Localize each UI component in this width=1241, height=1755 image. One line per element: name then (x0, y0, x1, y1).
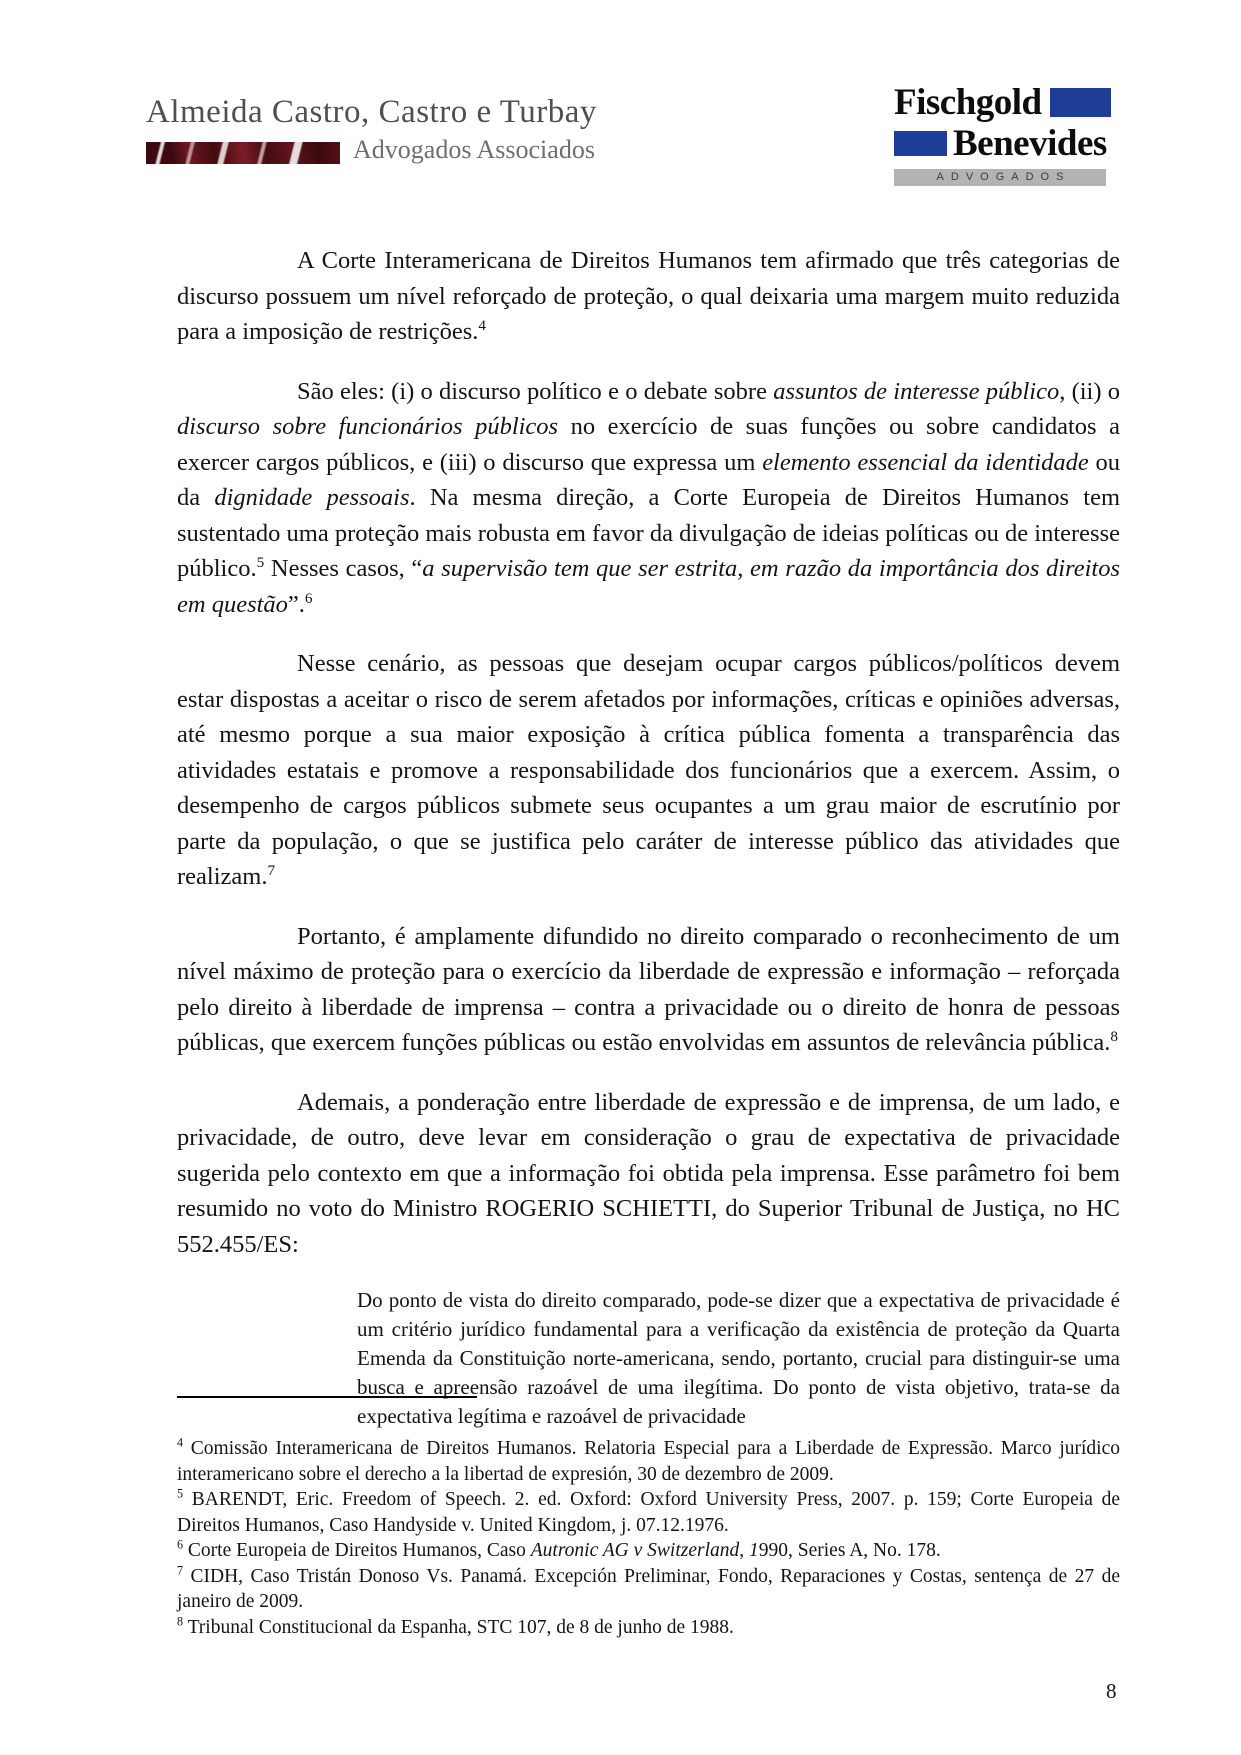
footnote-5: $^5$ BARENDT, Eric. Freedom of Speech. 2. ed. Oxford: Oxford University Press, 2007. p. 159; Corte Europeia de Direitos Humanos, Caso Handyside v. United Kingdom, j. 07.12.1976. (177, 1486, 1120, 1536)
marble-bar-logo (146, 142, 340, 164)
blue-rectangle-icon (894, 131, 947, 156)
paragraph-2: São eles: (i) o discurso político e o debate sobre assuntos de interesse público, (ii) o discurso sobre funcionários públicos no exercício de suas funções ou sobre candidatos a exercer cargos públicos, e (iii) o discurso que expressa um elemento essencial da identidade ou da dignidade pessoais. Na mesma direção, a Corte Europeia de Direitos Humanos tem sustentado uma proteção mais robusta em favor da divulgação de ideias políticas ou de interesse público.$^5$ Nesses casos, “a supervisão tem que ser estrita, em razão da importância dos direitos em questão”.$^6$ (177, 377, 1121, 618)
left-firm-logo (146, 94, 597, 164)
right-firm-logo (894, 84, 1118, 186)
right-firm-name-line2: Benevides (953, 123, 1107, 164)
paragraph-5: Ademais, a ponderação entre liberdade de expressão e de imprensa, de um lado, e privacidade, de outro, deve levar em consideração o grau de expectativa de privacidade sugerida pelo contexto em que a informação foi obtida pela imprensa. Esse parâmetro foi bem resumido no voto do Ministro ROGERIO SCHIETTI, do Superior Tribunal de Justiça, no HC 552.455/ES: (177, 1088, 1120, 1258)
left-firm-name: Almeida Castro, Castro e Turbay (146, 94, 597, 130)
paragraph-4: Portanto, é amplamente difundido no direito comparado o reconhecimento de um nível máximo de proteção para o exercício da liberdade de expressão e informação – reforçada pelo direito à liberdade de imprensa – contra a privacidade ou o direito de honra de pessoas públicas, que exercem funções públicas ou estão envolvidas em assuntos de relevância pública.$^8$ (177, 922, 1120, 1056)
blockquote-citation: Do ponto de vista do direito comparado, pode-se dizer que a expectativa de privacidade é um critério jurídico fundamental para a verificação da existência de proteção da Quarta Emenda da Constituição norte-americana, sendo, portanto, crucial para distinguir-se uma busca e apreensão razoável de uma ilegítima. Do ponto de vista objetivo, trata-se da expectativa legítima e razoável de privacidade (357, 1288, 1120, 1428)
paragraph-1: A Corte Interamericana de Direitos Humanos tem afirmado que três categorias de discurso possuem um nível reforçado de proteção, o qual deixaria uma margem muito reduzida para a imposição de restrições.$^4$ (177, 247, 1120, 345)
footnote-7: $^7$ CIDH, Caso Tristán Donoso Vs. Panamá. Excepción Preliminar, Fondo, Reparaciones y Costas, sentença de 27 de janeiro de 2009. (177, 1563, 1120, 1612)
footnotes-section (177, 1396, 1120, 1640)
footnote-8: $^8$ Tribunal Constitucional da Espanha, STC 107, de 8 de junho de 1988. (177, 1614, 734, 1638)
advogados-bar (894, 169, 1106, 186)
footnote-6: $^6$ Corte Europeia de Direitos Humanos, Caso Autronic AG v Switzerland, 1990, Series A, No. 178. (177, 1537, 941, 1561)
footnote-4: $^4$ Comissão Interamericana de Direitos Humanos. Relatoria Especial para a Liberdade de Expressão. Marco jurídico interamericano sobre el derecho a la libertad de expresión, 30 de dezembro de 2009. (177, 1435, 1120, 1485)
page-number: 8 (1106, 1679, 1117, 1703)
left-firm-subtitle: Advogados Associados (353, 135, 595, 165)
footnote-separator-line (177, 1396, 477, 1398)
right-firm-tagline: ADVOGADOS (936, 171, 1071, 183)
paragraph-3: Nesse cenário, as pessoas que desejam ocupar cargos públicos/políticos devem estar dispostas a aceitar o risco de serem afetados por informações, críticas e opiniões adversas, até mesmo porque a sua maior exposição à crítica pública fomenta a transparência das atividades estatais e promove a responsabilidade dos funcionários que a exercem. Assim, o desempenho de cargos públicos submete seus ocupantes a um grau maior de escrutínio por parte da população, o que se justifica pelo caráter de interesse público das atividades que realizam.$^7$ (177, 650, 1120, 890)
blue-rectangle-icon (1050, 88, 1111, 117)
document-body (177, 243, 1120, 1431)
right-firm-name-line1: Fischgold (894, 82, 1042, 123)
